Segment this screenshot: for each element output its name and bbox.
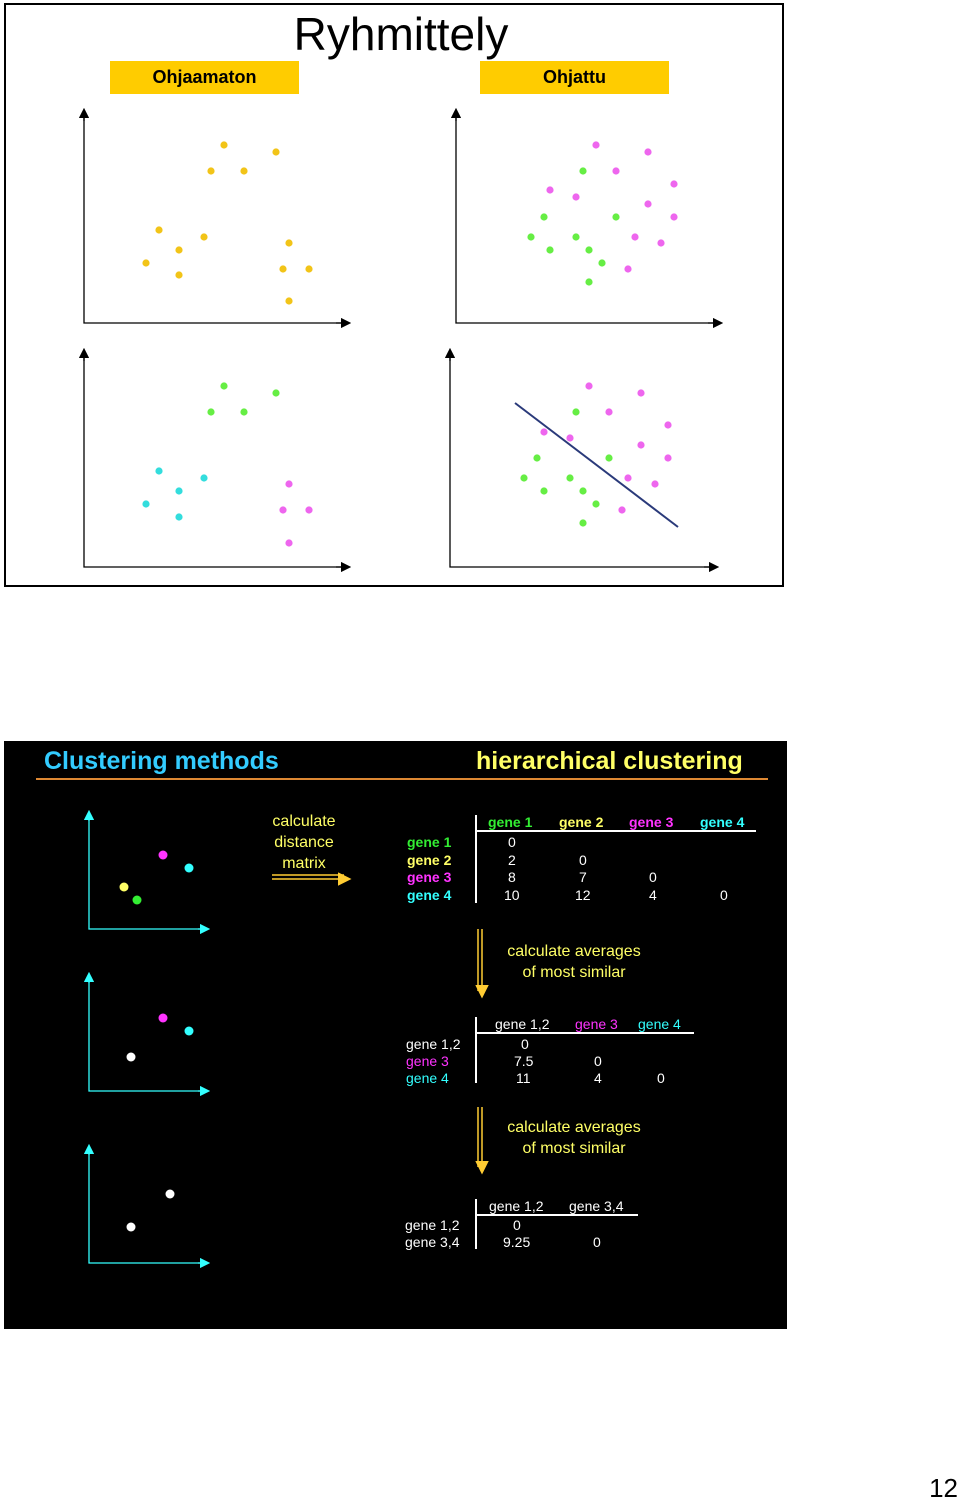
scatter-dot [155, 226, 162, 233]
matrix2-col-header: gene 1,2 [495, 1016, 550, 1032]
matrix2-col-header: gene 3 [575, 1016, 618, 1032]
matrix3-cell: 9.25 [503, 1234, 531, 1250]
matrix2-col-header: gene 4 [638, 1016, 681, 1032]
matrix2-cell: 4 [594, 1070, 602, 1086]
matrix3-cell: 0 [593, 1234, 601, 1250]
scatter-dot [527, 233, 534, 240]
step-note-average-2: calculate averages of most similar [507, 1119, 641, 1157]
scatter-dot [175, 246, 182, 253]
scatter-dot [566, 434, 573, 441]
matrix1-cell: 0 [579, 852, 587, 868]
scatter-dot [644, 200, 651, 207]
scatter-dot [220, 382, 227, 389]
axes-bottom-left [84, 353, 346, 567]
scatter-dot [272, 389, 279, 396]
scatter-dot [579, 167, 586, 174]
scatter-dot [240, 167, 247, 174]
matrix1-row-label: gene 1 [407, 834, 452, 850]
scatter-dot [585, 278, 592, 285]
scatter-dot [285, 539, 292, 546]
page-number: 12 [929, 1473, 958, 1503]
matrix1-cell: 0 [720, 887, 728, 903]
matrix2-row-label: gene 3 [406, 1053, 449, 1069]
scatter-dot [657, 239, 664, 246]
scatter-dot [585, 246, 592, 253]
scatter-dot [175, 513, 182, 520]
matrix3-row-label: gene 1,2 [405, 1217, 460, 1233]
matrix1-cell: 8 [508, 869, 516, 885]
matrix2-cell: 11 [516, 1070, 531, 1086]
scatter-dot [579, 487, 586, 494]
scatter-dot [592, 500, 599, 507]
matrix1-col-header: gene 3 [629, 814, 674, 830]
scatter-dot [279, 506, 286, 513]
scatter-dot [175, 271, 182, 278]
step-note-average-1: calculate averages of most similar [507, 943, 641, 981]
scatter-dot [546, 246, 553, 253]
scatter-dot [240, 408, 247, 415]
scatter-dot [605, 408, 612, 415]
scatter-dot [644, 148, 651, 155]
scatter-dot [540, 428, 547, 435]
matrix1-col-header: gene 1 [488, 814, 533, 830]
scatter-dot [142, 500, 149, 507]
scatter-dot [566, 474, 573, 481]
scatter-dot [572, 193, 579, 200]
heading-clustering-methods: Clustering methods [44, 747, 279, 775]
scatter-dot [142, 259, 149, 266]
matrix1-cell: 0 [649, 869, 657, 885]
scatter-dot [285, 480, 292, 487]
matrix1-cell: 4 [649, 887, 657, 903]
axes-top-left [84, 113, 346, 323]
matrix2-cell: 0 [657, 1070, 665, 1086]
scatter-dot [207, 167, 214, 174]
scatter-dot [670, 213, 677, 220]
scatter-dot [272, 148, 279, 155]
matrix3-col-header: gene 3,4 [569, 1198, 624, 1214]
scatter-dot [605, 454, 612, 461]
scatter-dot [572, 233, 579, 240]
scatter-dot [572, 408, 579, 415]
matrix1-cell: 7 [579, 869, 587, 885]
scatter-dot [592, 141, 599, 148]
slide-title: Ryhmittely [293, 8, 509, 60]
matrix3-row-label: gene 3,4 [405, 1234, 460, 1250]
scatter-dot [305, 506, 312, 513]
matrix2-cell: 0 [594, 1053, 602, 1069]
matrix1-cell: 10 [504, 887, 520, 903]
scatter-panels [6, 5, 786, 589]
scatter-dot [279, 265, 286, 272]
label-unsupervised: Ohjaamaton [110, 61, 299, 94]
slide-clustering-intro [4, 3, 784, 587]
scatter-dot [612, 213, 619, 220]
matrix2-cell: 7.5 [514, 1053, 534, 1069]
matrix1-row-label: gene 2 [407, 852, 452, 868]
scatter-dot [637, 389, 644, 396]
scatter-dot [612, 167, 619, 174]
scatter-dot [624, 265, 631, 272]
heading-hierarchical-clustering: hierarchical clustering [476, 747, 743, 775]
scatter-dot [200, 233, 207, 240]
matrix2-row-label: gene 4 [406, 1070, 449, 1086]
matrix1-cell: 2 [508, 852, 516, 868]
scatter-dot [285, 239, 292, 246]
matrix1-row-label: gene 4 [407, 887, 452, 903]
scatter-dot [155, 467, 162, 474]
scatter-dot [579, 519, 586, 526]
scatter-dot [200, 474, 207, 481]
scatter-dot [598, 259, 605, 266]
scatter-dots [142, 141, 677, 546]
matrix2-cell: 0 [521, 1036, 529, 1052]
scatter-dot [540, 213, 547, 220]
scatter-dot [305, 265, 312, 272]
scatter-dot [207, 408, 214, 415]
matrix2-row-label: gene 1,2 [406, 1036, 461, 1052]
axes-bottom-right [450, 353, 714, 567]
scatter-dot [546, 186, 553, 193]
scatter-dot [664, 454, 671, 461]
scatter-dot [220, 141, 227, 148]
matrix1-cell: 0 [508, 834, 516, 850]
matrix1-cell: 12 [575, 887, 591, 903]
scatter-dot [285, 297, 292, 304]
scatter-dot [631, 233, 638, 240]
slide-hierarchical-clustering [4, 741, 787, 1329]
scatter-dot [637, 441, 644, 448]
matrix1-col-header: gene 4 [700, 814, 745, 830]
scatter-dot [618, 506, 625, 513]
scatter-dot [585, 382, 592, 389]
matrix1-col-header: gene 2 [559, 814, 604, 830]
distance-matrix-3 [4, 741, 787, 1329]
separating-line [515, 403, 678, 527]
matrix3-cell: 0 [513, 1217, 521, 1233]
matrix3-col-header: gene 1,2 [489, 1198, 544, 1214]
scatter-dot [651, 480, 658, 487]
scatter-dot [533, 454, 540, 461]
scatter-dot [624, 474, 631, 481]
scatter-dot [670, 180, 677, 187]
scatter-dot [664, 421, 671, 428]
matrix1-row-label: gene 3 [407, 869, 452, 885]
scatter-dot [540, 487, 547, 494]
step-note-distance: calculate distance matrix [272, 813, 336, 872]
scatter-dot [520, 474, 527, 481]
label-supervised: Ohjattu [480, 61, 669, 94]
axes-top-right [456, 113, 718, 323]
scatter-dot [175, 487, 182, 494]
